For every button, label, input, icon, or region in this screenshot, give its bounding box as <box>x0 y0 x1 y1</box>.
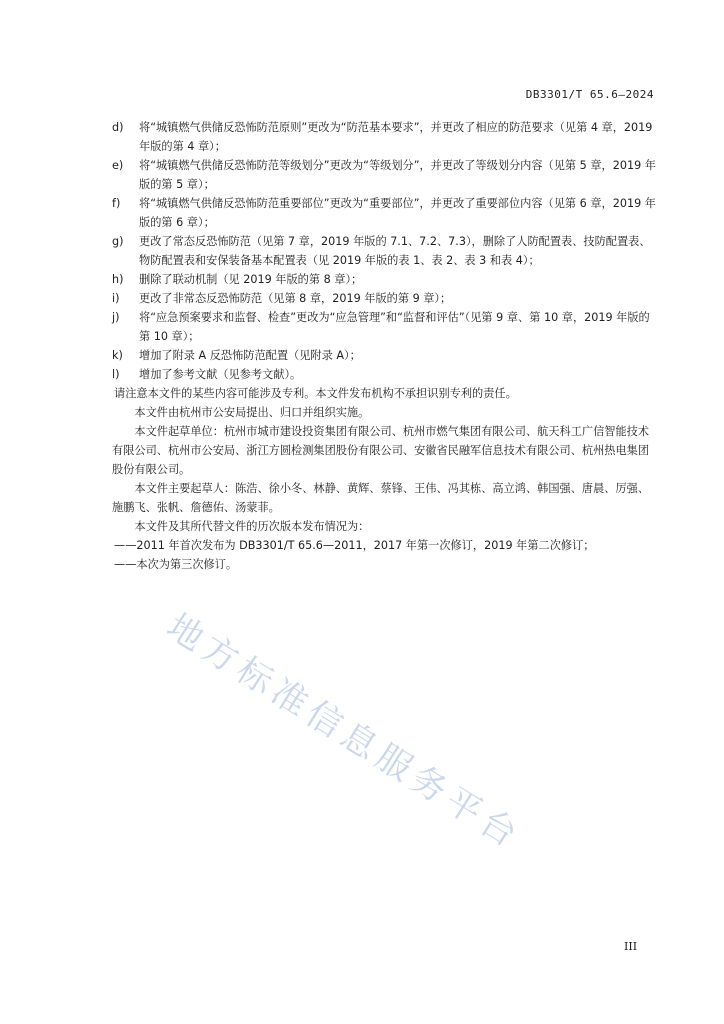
list-item-marker: d) <box>112 121 124 134</box>
list-item-text: 增加了附录 A 反恐怖防范配置（见附录 A）； <box>139 349 361 362</box>
watermark-text: 地方标准信息服务平台 <box>159 606 529 858</box>
standard-code-header: DB3301/T 65.6—2024 <box>525 88 654 101</box>
list-item-text: 将“城镇燃气供储反恐怖防范重要部位”更改为“重要部位”，并更改了重要部位内容（见第 6 章，2019 年版的第 6 章）； <box>139 197 656 229</box>
list-item <box>112 308 657 346</box>
list-item <box>112 365 657 384</box>
list-item <box>112 346 657 365</box>
list-item-marker: j) <box>112 311 120 324</box>
list-item-marker: i) <box>112 292 120 305</box>
list-item-marker: l) <box>112 368 120 381</box>
page-number: III <box>624 940 638 953</box>
drafters-paragraph: 本文件主要起草人：陈浩、徐小冬、林静、黄辉、蔡锋、王伟、冯其栋、高立鸿、韩国强、唐晨、厉强、施鹏飞、张帆、詹德佑、汤蒙菲。 <box>112 482 650 514</box>
list-item-text: 删除了联动机制（见 2019 年版的第 8 章）； <box>139 273 363 286</box>
list-item <box>112 118 657 156</box>
history-intro: 本文件及其所代替文件的历次版本发布情况为： <box>134 520 370 533</box>
list-item-text: 将“应急预案要求和监督、检查”更改为“应急管理”和“监督和评估”（见第 9 章、第 10 章，2019 年版的第 10 章）； <box>139 311 650 343</box>
list-item <box>112 194 657 232</box>
list-item-marker: e) <box>112 159 124 172</box>
foreword-content <box>112 118 657 574</box>
proposer-paragraph: 本文件由杭州市公安局提出、归口并组织实施。 <box>134 406 370 419</box>
list-item-marker: f) <box>112 197 121 210</box>
list-item <box>112 270 657 289</box>
list-item-text: 将“城镇燃气供储反恐怖防范等级划分”更改为“等级划分”，并更改了等级划分内容（见第 5 章，2019 年版的第 5 章）； <box>139 159 656 191</box>
list-item <box>112 289 657 308</box>
list-item <box>112 232 657 270</box>
history-entry: ——本次为第三次修订。 <box>114 558 238 571</box>
list-item-text: 更改了非常态反恐怖防范（见第 8 章，2019 年版的第 9 章）； <box>139 292 452 305</box>
list-item-marker: h) <box>112 273 124 286</box>
list-item-marker: k) <box>112 349 123 362</box>
patent-notice: 请注意本文件的某些内容可能涉及专利。本文件发布机构不承担识别专利的责任。 <box>114 387 517 400</box>
drafting-units-paragraph: 本文件起草单位：杭州市城市建设投资集团有限公司、杭州市燃气集团有限公司、航天科工广信智能技术有限公司、杭州市公安局、浙江方圆检测集团股份有限公司、安徽省民融军信息技术有限公司、杭州热电集团股份有限公司。 <box>112 425 650 476</box>
list-item-text: 增加了参考文献（见参考文献）。 <box>139 368 302 381</box>
history-entry: ——2011 年首次发布为 DB3301/T 65.6—2011，2017 年第一次修订，2019 年第二次修订； <box>114 539 595 552</box>
list-item-marker: g) <box>112 235 124 248</box>
list-item <box>112 156 657 194</box>
list-item-text: 将“城镇燃气供储反恐怖防范原则”更改为“防范基本要求”，并更改了相应的防范要求（见第 4 章，2019 年版的第 4 章）； <box>139 121 653 153</box>
list-item-text: 更改了常态反恐怖防范（见第 7 章，2019 年版的 7.1、7.2、7.3），删除了人防配置表、技防配置表、物防配置表和安保装备基本配置表（见 2019 年版的表 1、表 2、表 3 和表 4）； <box>139 235 651 267</box>
